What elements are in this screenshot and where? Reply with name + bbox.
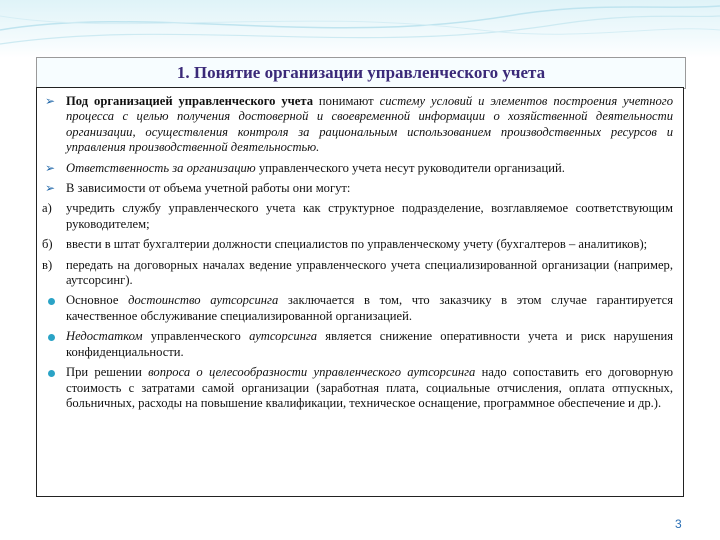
paragraph-advantage [45,293,673,324]
option-b-text: ввести в штат бухгалтерии должности специалистов по управленческому учету (бухгалтеров – аналитиков); [66,237,648,252]
content-box [36,87,684,497]
paragraph-disadvantage [45,329,673,360]
arrow-bullet-icon: ➢ [45,160,56,175]
dot-bullet-icon [48,370,55,377]
disadvantage-outsourcing: аутсорсинга [249,329,318,344]
decision-term: вопроса о целесообразности управленческого аутсорсинга [148,365,476,380]
option-b [42,237,673,252]
paragraph-responsibility [45,161,673,176]
option-c [42,257,673,289]
disadvantage-mid: управленческого [142,329,250,344]
disadvantage-term: Недостатком [66,329,143,344]
option-a-marker: а) [42,201,52,216]
header-decoration [0,0,720,58]
definition-term: Под организацией управленческого учета [66,94,313,108]
option-b-marker: б) [42,237,53,252]
advantage-prefix: Основное [66,293,129,308]
option-a [42,201,673,232]
responsibility-text: управленческого учета несут руководители организаций. [255,160,565,175]
option-c-text: передать на договорных началах ведение управленческого учета специализированной организации (например, аутсорсинг). [66,257,673,288]
page-number: 3 [675,517,682,531]
arrow-bullet-icon: ➢ [45,94,56,108]
definition-verb: понимают [313,94,380,108]
dot-bullet-icon [48,334,55,341]
dot-bullet-icon [48,298,55,305]
option-a-text: учредить службу управленческого учета как структурное подразделение, возглавляемое соответствующим руководителем; [66,201,673,231]
option-c-marker: в) [42,257,53,272]
definition-text: систему условий и элементов построения учетного процесса с целью получения достоверной и своевременной информации о хозяйственной деятельности организации, осуществления контроля за рациональным использованием производственных ресурсов и управления производственной деятельностью. [66,94,673,155]
responsibility-term: Ответственность за организацию [66,160,256,175]
paragraph-decision [45,365,673,411]
advantage-term: достоинство аутсорсинга [128,293,279,308]
options-intro-text: В зависимости от объема учетной работы они могут: [66,181,351,196]
decision-prefix: При решении [66,365,149,380]
arrow-bullet-icon: ➢ [45,181,56,196]
decision-text: надо сопоставить его договорную стоимость с затратами самой организации (заработная плата, социальные отчисления, оплата отпускных, больничных, расходы на повышение квалификации, техническое оснащение, программное обеспечение и др.). [66,365,673,410]
title-box [36,57,686,89]
paragraph-options-intro [45,181,673,196]
slide-title: 1. Понятие организации управленческого учета [176,63,546,82]
advantage-text: заключается в том, что заказчику в этом случае гарантируется качественное обслуживание специализированной организацией. [66,293,673,323]
disadvantage-text: является снижение оперативности учета и риск нарушения конфиденциальности. [66,329,673,359]
paragraph-definition [45,94,673,156]
